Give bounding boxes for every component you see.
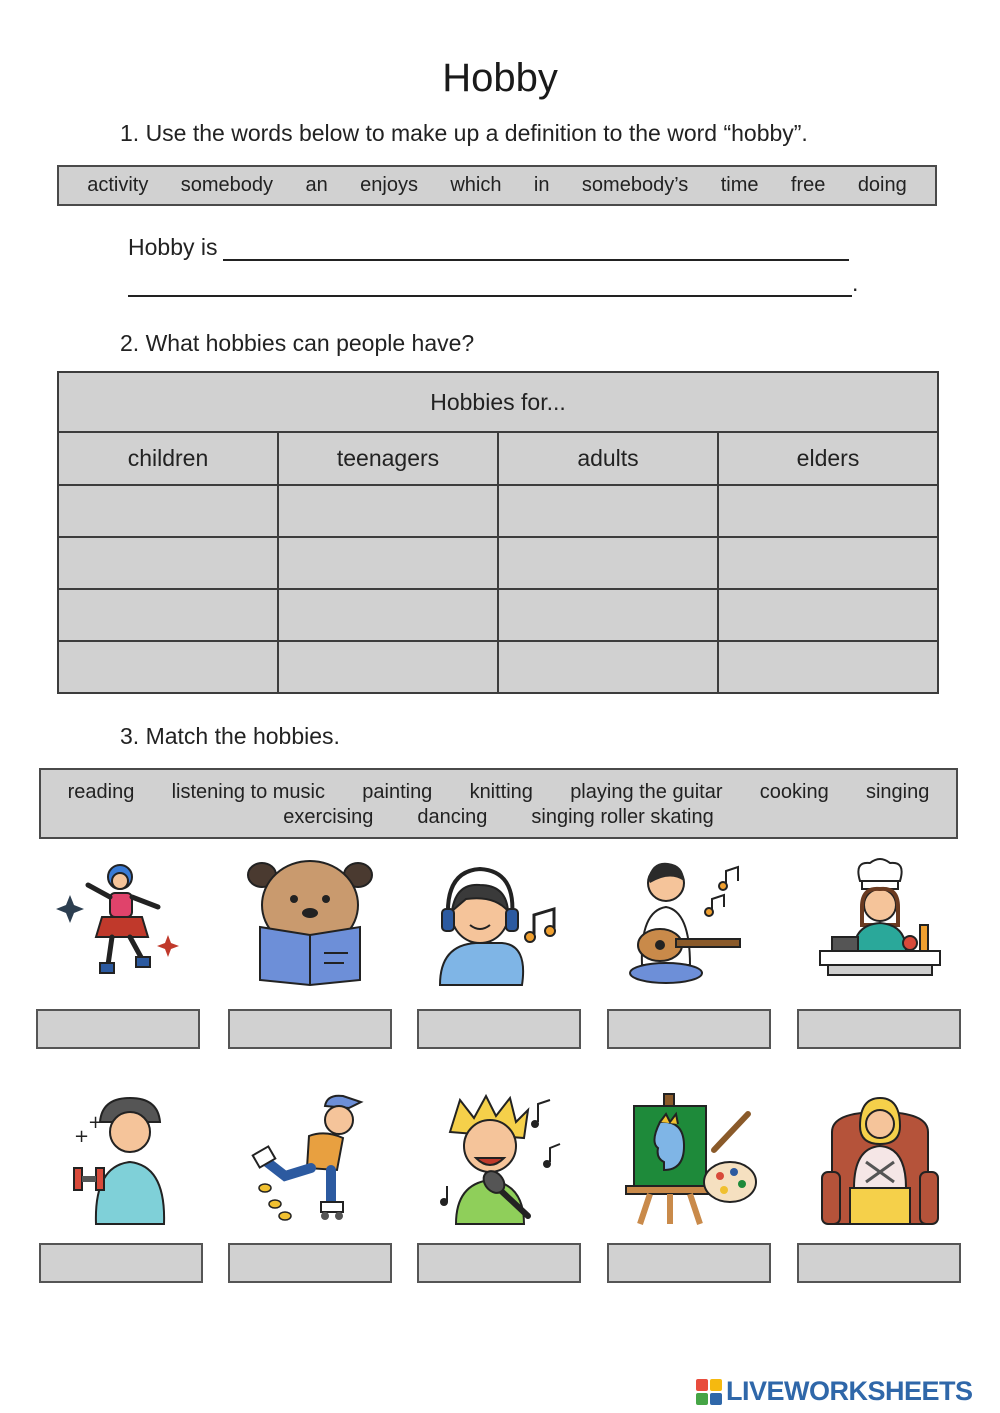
hobbies-table (57, 371, 939, 694)
answer-box[interactable] (39, 1243, 203, 1283)
answer-cell[interactable] (278, 537, 498, 589)
word-chip[interactable]: knitting (469, 781, 533, 803)
word-chip[interactable]: somebody’s (581, 174, 689, 196)
page-title: Hobby (442, 56, 558, 100)
answer-box[interactable] (797, 1243, 961, 1283)
answer-cell[interactable] (58, 485, 278, 537)
answer-box[interactable] (228, 1009, 392, 1049)
word-chip[interactable]: painting (362, 781, 433, 803)
answer-box[interactable] (417, 1009, 581, 1049)
answer-cell[interactable] (498, 641, 718, 693)
word-chip[interactable]: free (790, 174, 826, 196)
logo-mark-icon (696, 1379, 722, 1405)
definition-prefix: Hobby is (128, 234, 218, 260)
column-header-teenagers: teenagers (278, 432, 498, 485)
answer-cell[interactable] (58, 537, 278, 589)
column-header-children: children (58, 432, 278, 485)
dog-reading-book-icon (240, 855, 380, 990)
logo-square (696, 1393, 708, 1405)
word-chip[interactable]: playing the guitar (570, 781, 723, 803)
answer-cell[interactable] (278, 589, 498, 641)
word-bank-hobbies (39, 768, 958, 839)
answer-box[interactable] (36, 1009, 200, 1049)
woman-knitting-armchair-icon (810, 1092, 950, 1227)
word-chip[interactable]: an (305, 174, 328, 196)
answer-box[interactable] (228, 1243, 392, 1283)
table-row (58, 537, 938, 589)
answer-cell[interactable] (498, 485, 718, 537)
word-chip[interactable]: exercising (283, 806, 374, 828)
table-row (58, 641, 938, 693)
answer-cell[interactable] (498, 589, 718, 641)
question-1: 1. Use the words below to make up a definition to the word “hobby”. (120, 120, 808, 146)
word-chip[interactable]: singing roller skating (531, 806, 714, 828)
column-header-elders: elders (718, 432, 938, 485)
boy-headphones-music-icon (430, 855, 570, 990)
answer-box[interactable] (797, 1009, 961, 1049)
definition-blank-2[interactable] (128, 277, 852, 297)
man-playing-guitar-icon (620, 855, 760, 990)
chef-cooking-icon (810, 855, 950, 990)
answer-cell[interactable] (718, 485, 938, 537)
answer-box[interactable] (607, 1009, 771, 1049)
definition-blank-1[interactable] (223, 237, 849, 261)
answer-cell[interactable] (278, 485, 498, 537)
man-lifting-dumbbell-icon (60, 1092, 200, 1227)
dancing-girl-icon (50, 855, 190, 990)
question-3: 3. Match the hobbies. (120, 723, 340, 749)
word-chip[interactable]: in (533, 174, 550, 196)
answer-cell[interactable] (718, 641, 938, 693)
word-chip[interactable]: reading (67, 781, 135, 803)
word-chip[interactable]: somebody (180, 174, 274, 196)
definition-period: . (852, 270, 859, 296)
logo-square (696, 1379, 708, 1391)
answer-cell[interactable] (718, 537, 938, 589)
word-chip[interactable]: time (720, 174, 759, 196)
word-chip[interactable]: listening to music (171, 781, 325, 803)
definition-line-1 (128, 234, 849, 261)
word-chip[interactable]: which (450, 174, 502, 196)
word-bank-definition (57, 165, 937, 206)
logo-text: LIVEWORKSHEETS (726, 1376, 973, 1406)
table-caption: Hobbies for... (58, 372, 938, 432)
table-row (58, 589, 938, 641)
definition-line-2 (128, 270, 858, 297)
word-chip[interactable]: dancing (417, 806, 488, 828)
svg-text:+: + (88, 1112, 104, 1133)
answer-box[interactable] (417, 1243, 581, 1283)
roller-skater-icon (245, 1092, 385, 1227)
word-chip[interactable]: cooking (759, 781, 829, 803)
table-row (58, 485, 938, 537)
question-2: 2. What hobbies can people have? (120, 330, 475, 356)
svg-text:+: + (74, 1126, 90, 1147)
answer-cell[interactable] (718, 589, 938, 641)
answer-cell[interactable] (58, 589, 278, 641)
word-chip[interactable]: singing (865, 781, 930, 803)
answer-cell[interactable] (58, 641, 278, 693)
answer-box[interactable] (607, 1243, 771, 1283)
word-chip[interactable]: enjoys (360, 174, 418, 196)
logo-square (710, 1393, 722, 1405)
painting-easel-icon (620, 1092, 760, 1227)
liveworksheets-logo (696, 1376, 973, 1407)
boy-singing-microphone-icon (430, 1092, 570, 1227)
word-chip[interactable]: activity (87, 174, 149, 196)
answer-cell[interactable] (278, 641, 498, 693)
column-header-adults: adults (498, 432, 718, 485)
logo-square (710, 1379, 722, 1391)
answer-cell[interactable] (498, 537, 718, 589)
word-chip[interactable]: doing (857, 174, 907, 196)
